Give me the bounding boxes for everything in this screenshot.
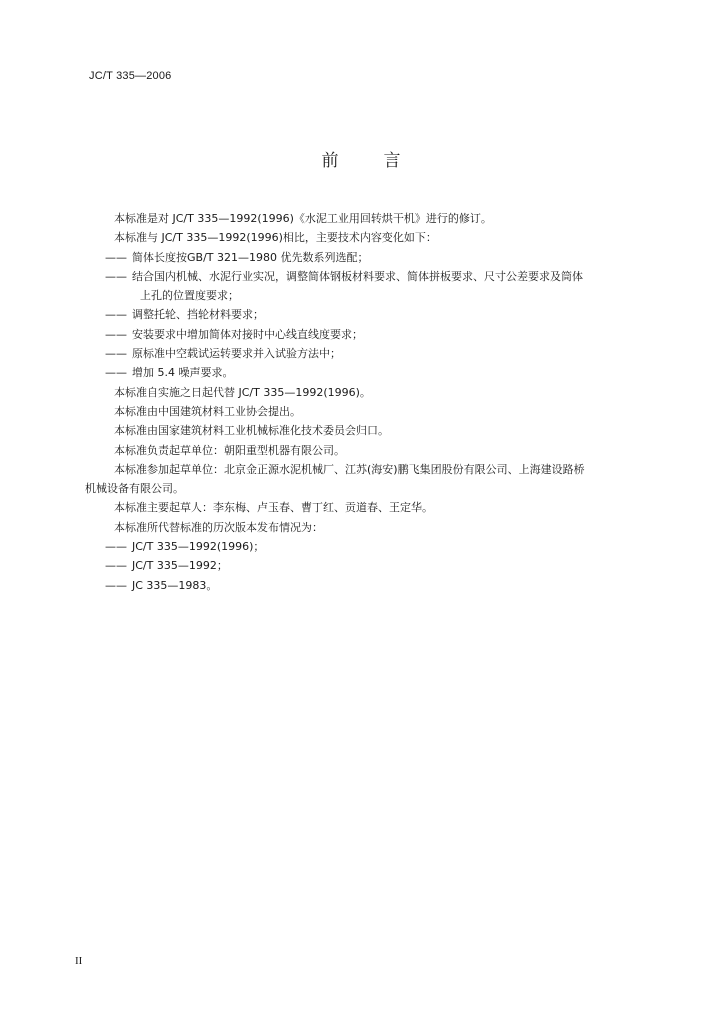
paragraph: 本标准由国家建筑材料工业机械标准化技术委员会归口。 [114, 424, 389, 438]
dash-mark: —— [105, 347, 127, 361]
list-item-text: 原标准中空载试运转要求并入试验方法中； [132, 347, 341, 361]
dash-mark: —— [105, 540, 127, 554]
dash-mark: —— [105, 250, 127, 264]
paragraph: 本标准与 JC/T 335—1992(1996)相比，主要技术内容变化如下： [114, 231, 437, 245]
paragraph: 本标准自实施之日起代替 JC/T 335—1992(1996)。 [114, 385, 371, 399]
list-item-text: JC 335—1983。 [132, 578, 218, 592]
list-item [85, 267, 655, 286]
paragraph-continuation: 机械设备有限公司。 [85, 482, 184, 496]
dash-mark: —— [105, 308, 127, 322]
paragraph: 本标准参加起草单位：北京金正源水泥机械厂、江苏(海安)鹏飞集团股份有限公司、上海建设路桥 [114, 462, 585, 476]
dash-mark: —— [105, 578, 127, 592]
list-item-text: 简体长度按GB/T 321—1980 优先数系列选配； [132, 250, 369, 264]
list-item-text: 增加 5.4 噪声要求。 [132, 366, 234, 380]
paragraph: 本标准是对 JC/T 335—1992(1996)《水泥工业用回转烘干机》进行的修订。 [114, 212, 492, 225]
list-item-text: 安装要求中增加简体对接时中心线直线度要求； [132, 327, 363, 341]
list-item-text: JC/T 335—1992； [132, 559, 228, 573]
dash-mark: —— [105, 559, 127, 573]
list-item [85, 248, 655, 267]
list-item-text: 结合国内机械、水泥行业实况，调整简体钢板材料要求、简体拼板要求、尺寸公差要求及筒体 [132, 269, 583, 283]
list-item [85, 556, 655, 575]
paragraph: 本标准由中国建筑材料工业协会提出。 [114, 404, 301, 418]
list-item [85, 344, 655, 363]
list-item [85, 305, 655, 324]
paragraph: 本标准负责起草单位：朝阳重型机器有限公司。 [114, 443, 345, 457]
document-code: JC/T 335—2006 [89, 70, 172, 82]
list-item-text: 调整托轮、挡轮材料要求； [132, 308, 264, 322]
dash-mark: —— [105, 366, 127, 380]
paragraph: 本标准所代替标准的历次版本发布情况为： [114, 520, 323, 534]
list-item [85, 537, 655, 556]
list-item [85, 325, 655, 344]
paragraph: 本标准主要起草人：李东梅、卢玉春、曹丁红、贡道春、王定华。 [114, 501, 433, 515]
page-title: 前 言 [321, 151, 415, 171]
dash-mark: —— [105, 269, 127, 283]
list-item [85, 576, 655, 595]
list-item-text: JC/T 335—1992(1996)； [132, 540, 265, 554]
list-item [85, 363, 655, 382]
list-item-continuation: 上孔的位置度要求； [140, 289, 239, 303]
page-number: II [75, 955, 83, 967]
foreword-body [85, 209, 655, 595]
dash-mark: —— [105, 327, 127, 341]
